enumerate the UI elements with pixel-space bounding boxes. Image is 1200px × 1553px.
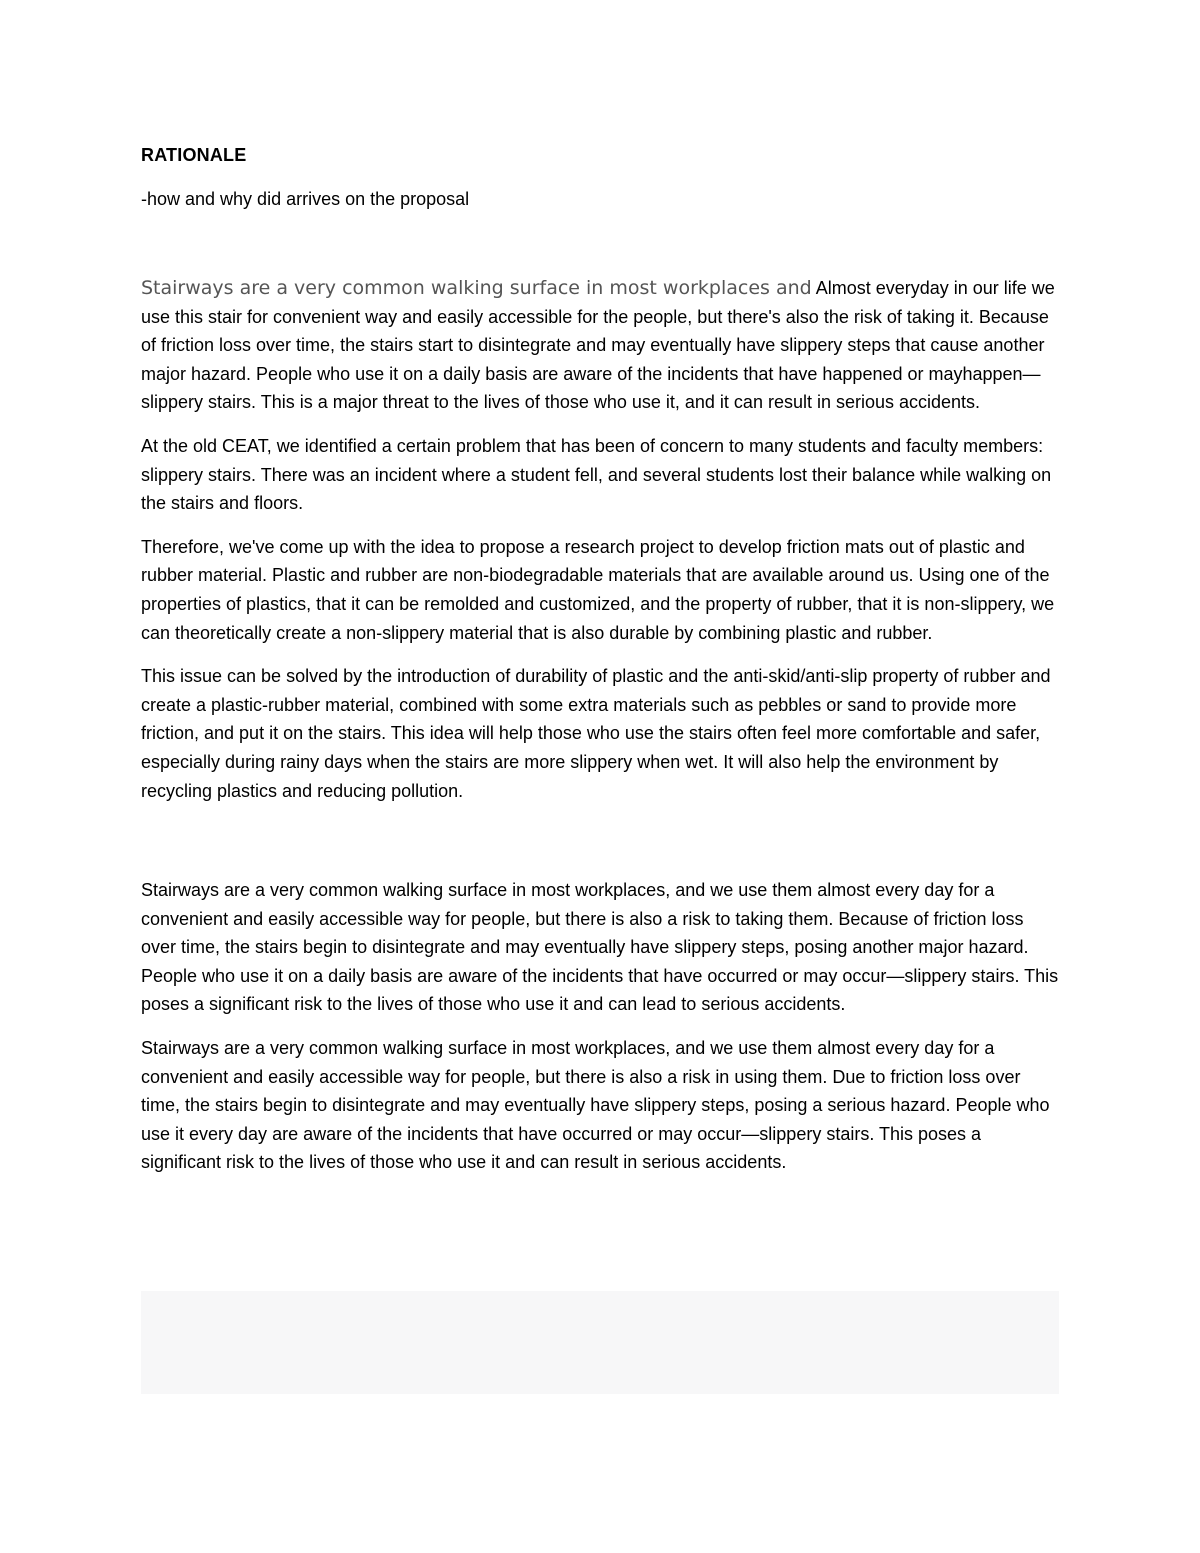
intro-paragraph (141, 274, 1061, 417)
paragraph-problem: At the old CEAT, we identified a certain problem that has been of concern to many students and faculty members: slippery stairs. There was an incident where a student fell, and several students lost their balance while walking on the stairs and floors. (141, 435, 1052, 514)
intro-rest-text: Almost everyday in our life we use this stair for convenient way and easily accessible for the people, but there's also the risk of taking it. Because of friction loss over time, the stairs start to disintegrate and may eventually have slippery steps that cause another major hazard. People who use it on a daily basis are aware of the incidents that have happened or mayhappen—slippery stairs. This is a major threat to the lives of those who use it, and it can result in serious accidents. (141, 278, 1055, 413)
paragraph-proposal: Therefore, we've come up with the idea to propose a research project to develop friction mats out of plastic and rubber material. Plastic and rubber are non-biodegradable materials that are available around us. Using one of the properties of plastics, that it can be remolded and customized, and the property of rubber, that it is non-slippery, we can theoretically create a non-slippery material that is also durable by combining plastic and rubber. (141, 536, 1055, 643)
paragraph-revision-1: Stairways are a very common walking surface in most workplaces, and we use them almost every day for a convenient and easily accessible way for people, but there is also a risk to taking them. Because of friction loss over time, the stairs begin to disintegrate and may eventually have slippery steps, posing another major hazard. People who use it on a daily basis are aware of the incidents that have occurred or may occur—slippery stairs. This poses a significant risk to the lives of those who use it and can lead to serious accidents. (141, 880, 1059, 1015)
intro-lead-text: Stairways are a very common walking surface in most workplaces and (141, 277, 812, 299)
section-spacer (141, 820, 1061, 876)
paragraph-revision-2: Stairways are a very common walking surface in most workplaces, and we use them almost every day for a convenient and easily accessible way for people, but there is also a risk in using them. Due to friction loss over time, the stairs begin to disintegrate and may eventually have slippery steps, posing a serious hazard. People who use it every day are aware of the incidents that have occurred or may occur—slippery stairs. This poses a significant risk to the lives of those who use it and can result in serious accidents. (141, 1038, 1050, 1173)
document-subtitle: -how and why did arrives on the proposal (141, 189, 470, 209)
document-body (141, 140, 1061, 1192)
paragraph-solution: This issue can be solved by the introduction of durability of plastic and the anti-skid/anti-slip property of rubber and create a plastic-rubber material, combined with some extra materials such as pebbles or sand to provide more friction, and put it on the stairs. This idea will help those who use the stairs often feel more comfortable and safer, especially during rainy days when the stairs are more slippery when wet. It will also help the environment by recycling plastics and reducing pollution. (141, 666, 1051, 801)
empty-grey-block (141, 1291, 1059, 1394)
document-title: RATIONALE (141, 145, 247, 165)
